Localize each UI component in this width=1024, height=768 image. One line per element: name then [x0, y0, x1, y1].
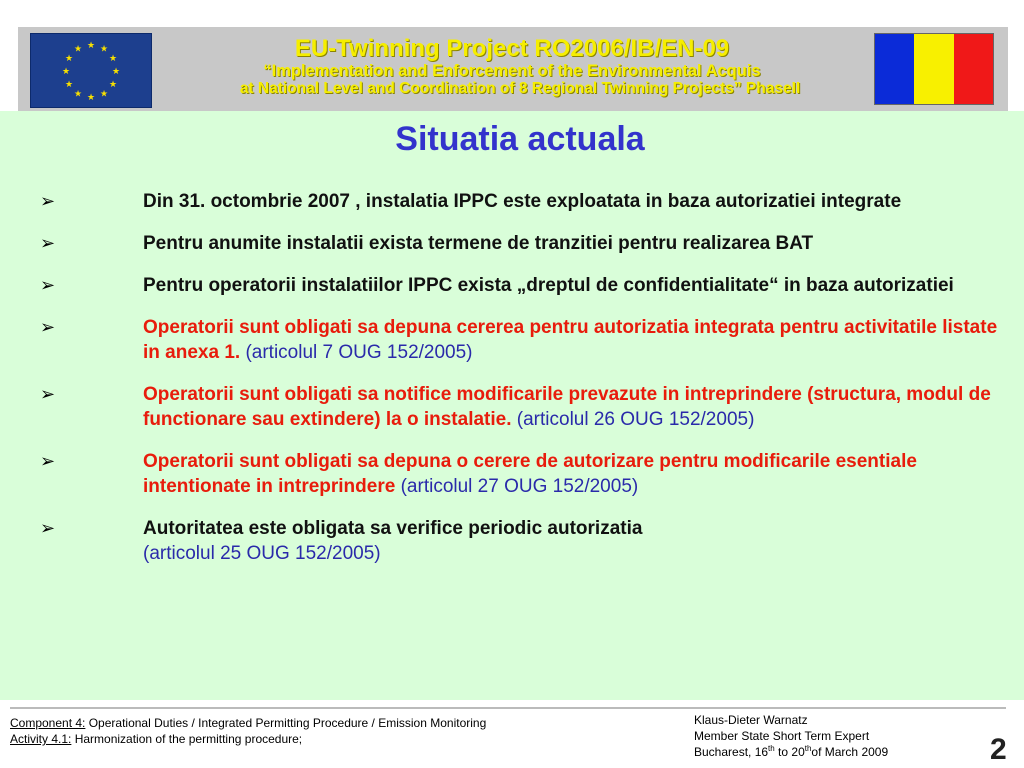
svg-text:★: ★: [73, 44, 83, 55]
author-name: Klaus-Dieter Warnatz: [694, 713, 808, 727]
author-role: Member State Short Term Expert: [694, 729, 870, 743]
bullet-item: [40, 189, 1000, 214]
bullet-text: Operatorii sunt obligati sa depuna o cerere de autorizare pentru modificarile esentiale intentionate in intreprindere: [143, 451, 917, 497]
bullet-item: [40, 231, 1000, 256]
bullet-text: Pentru anumite instalatii exista termene de tranzitiei pentru realizarea BAT: [143, 233, 814, 254]
slide-title: Situatia actuala: [395, 120, 645, 158]
bullet-text: Pentru operatorii instalatiilor IPPC exista „dreptul de confidentialitate“ in baza autorizatiei: [143, 275, 954, 296]
bullet-item: [40, 516, 1000, 566]
bullet-item: [40, 273, 1000, 298]
project-subtitle-line2: at National Level and Coordination of 8 Regional Twinning Projects” PhaseII: [239, 80, 801, 97]
arrow-bullet-icon: ➢: [40, 451, 56, 471]
bullet-item: [40, 449, 1000, 499]
svg-text:★: ★: [108, 54, 118, 64]
component-text: Operational Duties / Integrated Permitting Procedure / Emission Monitoring: [85, 716, 487, 730]
svg-text:★: ★: [99, 44, 109, 55]
arrow-bullet-icon: ➢: [40, 384, 56, 404]
page-number: 2: [990, 733, 1007, 766]
svg-text:★: ★: [108, 80, 118, 90]
footer-project-info: [10, 715, 486, 747]
arrow-bullet-icon: ➢: [40, 191, 56, 211]
svg-text:★: ★: [86, 93, 96, 103]
project-title: EU-Twinning Project RO2006/IB/EN-09: [294, 35, 730, 62]
bullet-item: [40, 315, 1000, 365]
activity-text: Harmonization of the permitting procedure;: [71, 732, 303, 746]
legal-reference: (articolul 7 OUG 152/2005): [240, 342, 473, 363]
footer-author-info: [694, 712, 888, 760]
arrow-bullet-icon: ➢: [40, 275, 56, 295]
bullet-text: Operatorii sunt obligati sa depuna cererea pentru autorizatia integrata pentru activitatile listate in anexa 1.: [143, 317, 998, 363]
svg-text:★: ★: [86, 41, 96, 51]
svg-text:★: ★: [64, 80, 74, 90]
svg-text:★: ★: [111, 67, 121, 77]
footer-divider: [10, 707, 1006, 709]
event-date: Bucharest, 16th to 20thof March 2009: [694, 744, 889, 759]
svg-text:★: ★: [64, 54, 74, 64]
legal-reference: (articolul 25 OUG 152/2005): [143, 543, 381, 564]
arrow-bullet-icon: ➢: [40, 518, 56, 538]
arrow-bullet-icon: ➢: [40, 317, 56, 337]
bullet-text: Operatorii sunt obligati sa notifice modificarile prevazute in intreprindere (structura, modul de functionare sau extindere) la o instalatie.: [143, 384, 991, 430]
activity-label: Activity 4.1:: [10, 732, 72, 746]
bullet-text: Din 31. octombrie 2007 , instalatia IPPC este exploatata in baza autorizatiei integrate: [143, 191, 902, 212]
project-subtitle-line1: “Implementation and Enforcement of the Environmental Acquis: [263, 62, 761, 80]
legal-reference: (articolul 27 OUG 152/2005): [395, 476, 639, 497]
svg-text:★: ★: [99, 89, 109, 100]
svg-text:★: ★: [73, 89, 83, 100]
arrow-bullet-icon: ➢: [40, 233, 56, 253]
component-label: Component 4:: [10, 716, 86, 730]
bullet-text: Autoritatea este obligata sa verifice periodic autorizatia: [143, 518, 643, 539]
svg-text:★: ★: [61, 67, 71, 77]
legal-reference: (articolul 26 OUG 152/2005): [511, 409, 755, 430]
bullet-list: [40, 189, 1000, 583]
bullet-item: [40, 382, 1000, 432]
